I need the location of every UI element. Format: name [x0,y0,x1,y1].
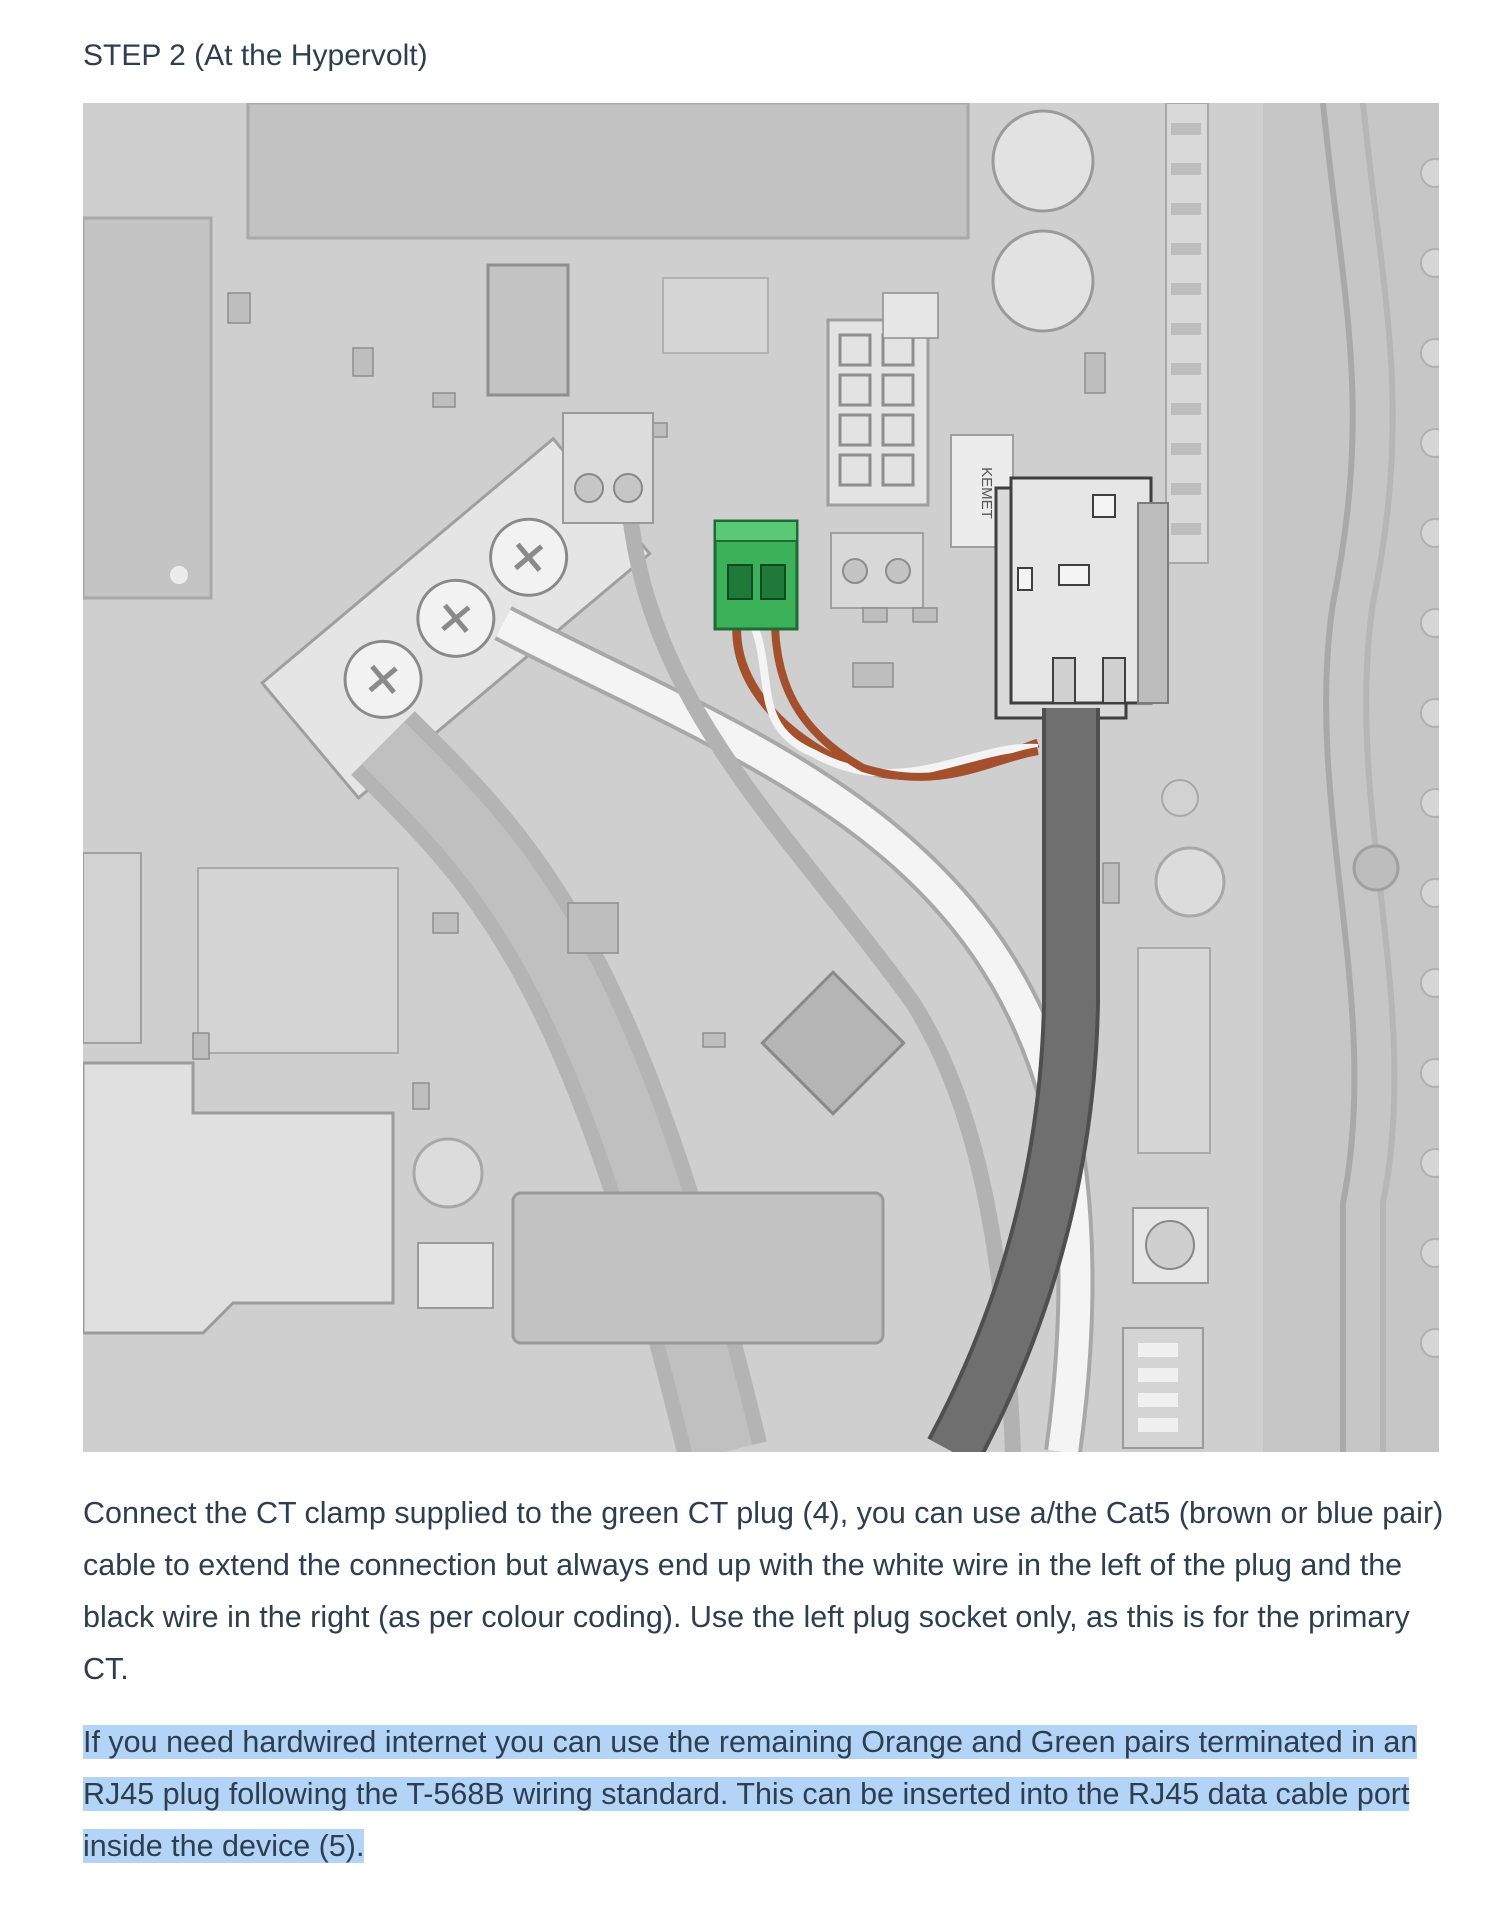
step-heading: STEP 2 (At the Hypervolt) [83,39,428,72]
instruction-paragraph-ct: Connect the CT clamp supplied to the green CT plug (4), you can use a/the Cat5 (brown or blue pair) cable to extend the connection but always end up with the white wire in the left of the plug and the black wire in the right (as per colour coding). Use the left plug socket only, as this is for the primary CT. [83,1496,1444,1686]
instruction-paragraph-rj45 [83,1716,1448,1872]
rj45-port [996,478,1168,718]
ferrite-block [513,1193,883,1343]
kemet-marking: KEMET [978,467,995,519]
capacitor-1 [993,111,1093,211]
top-module [248,103,968,238]
capacitor-2 [993,231,1093,331]
left-block [83,218,211,598]
hypervolt-board-figure [83,103,1439,1452]
selected-text: If you need hardwired internet you can use the remaining Orange and Green pairs terminated in an RJ45 plug following the T-568B wiring standard. This can be inserted into the RJ45 data cable port inside the device (5). [83,1725,1418,1863]
board-illustration [83,103,1439,1452]
chip-square [488,265,568,395]
green-ct-plug [715,521,797,629]
